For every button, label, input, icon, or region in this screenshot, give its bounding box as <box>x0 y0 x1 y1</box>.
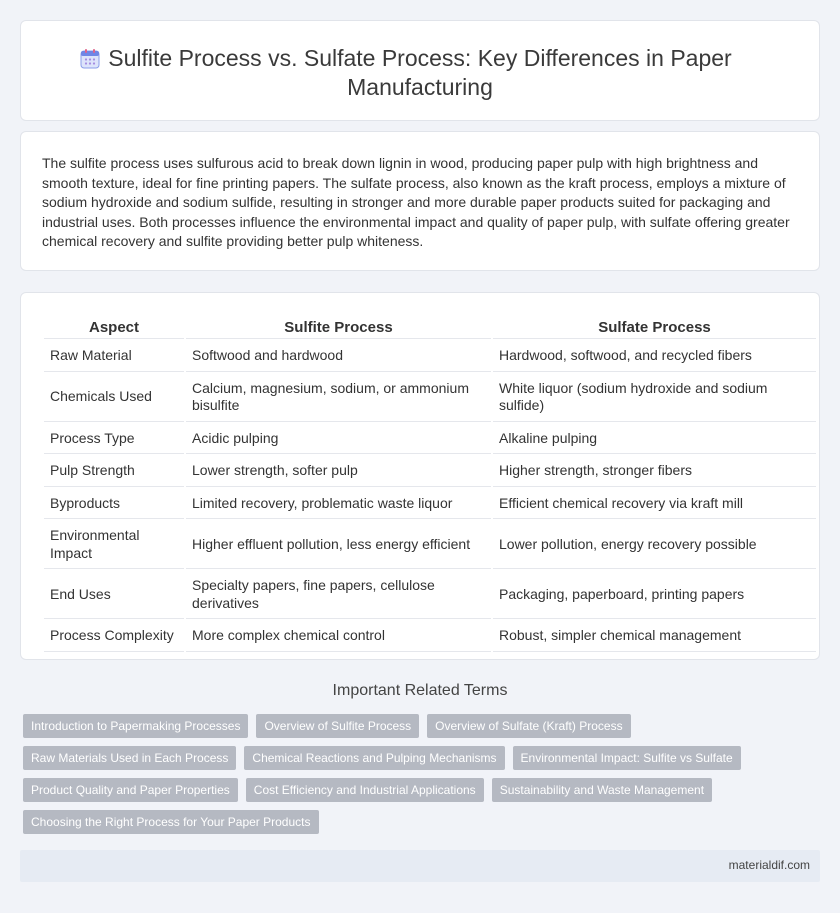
cell-aspect: Chemicals Used <box>44 374 184 422</box>
footer-site-link[interactable]: materialdif.com <box>728 858 810 872</box>
related-term-tag[interactable]: Choosing the Right Process for Your Paper Products <box>23 810 319 834</box>
cell-aspect: Byproducts <box>44 489 184 520</box>
cell-aspect: Process Type <box>44 424 184 455</box>
cell-sulfite: Specialty papers, fine papers, cellulose derivatives <box>186 571 491 619</box>
cell-sulfate: Efficient chemical recovery via kraft mill <box>493 489 816 520</box>
cell-sulfate: Higher strength, stronger fibers <box>493 456 816 487</box>
related-term-tag[interactable]: Introduction to Papermaking Processes <box>23 714 248 738</box>
table-row <box>44 424 816 455</box>
page-title: Sulfite Process vs. Sulfate Process: Key Differences in Paper Manufacturing <box>108 45 732 100</box>
table-header-row <box>44 315 816 339</box>
related-term-tag[interactable]: Environmental Impact: Sulfite vs Sulfate <box>513 746 741 770</box>
related-term-tag[interactable]: Overview of Sulfate (Kraft) Process <box>427 714 630 738</box>
cell-aspect: Environmental Impact <box>44 521 184 569</box>
intro-paragraph: The sulfite process uses sulfurous acid to break down lignin in wood, producing paper pulp with high brightness and smooth texture, ideal for fine printing papers. The sulfate process, also known as the kraft process, employs a mixture of sodium hydroxide and sodium sulfide, resulting in stronger and more durable paper products suited for packaging and industrial uses. Both processes influence the environmental impact and quality of paper pulp, with sulfate offering greater chemical recovery and sulfite providing better pulp whiteness. <box>42 155 790 249</box>
tag-row <box>23 714 823 738</box>
cell-sulfite: Higher effluent pollution, less energy efficient <box>186 521 491 569</box>
comparison-card <box>20 292 820 660</box>
table-row <box>44 374 816 422</box>
related-term-tag[interactable]: Cost Efficiency and Industrial Applications <box>246 778 484 802</box>
footer <box>20 850 820 882</box>
related-terms-list <box>23 714 823 842</box>
related-term-tag[interactable]: Chemical Reactions and Pulping Mechanisms <box>244 746 504 770</box>
cell-sulfate: Lower pollution, energy recovery possible <box>493 521 816 569</box>
related-term-tag[interactable]: Raw Materials Used in Each Process <box>23 746 236 770</box>
header-sulfite: Sulfite Process <box>186 315 491 339</box>
table-row <box>44 521 816 569</box>
cell-aspect: Raw Material <box>44 341 184 372</box>
header-aspect: Aspect <box>44 315 184 339</box>
calendar-icon <box>79 48 101 70</box>
table-row <box>44 621 816 652</box>
cell-aspect: End Uses <box>44 571 184 619</box>
header <box>21 44 819 102</box>
cell-sulfate: Robust, simpler chemical management <box>493 621 816 652</box>
tag-row <box>23 746 823 770</box>
table-row <box>44 456 816 487</box>
cell-sulfite: Softwood and hardwood <box>186 341 491 372</box>
cell-aspect: Pulp Strength <box>44 456 184 487</box>
header-sulfate: Sulfate Process <box>493 315 816 339</box>
related-term-tag[interactable]: Product Quality and Paper Properties <box>23 778 238 802</box>
header-card <box>20 20 820 121</box>
table-row <box>44 489 816 520</box>
cell-sulfate: White liquor (sodium hydroxide and sodium sulfide) <box>493 374 816 422</box>
cell-aspect: Process Complexity <box>44 621 184 652</box>
table-row <box>44 341 816 372</box>
tag-row <box>23 810 823 834</box>
cell-sulfite: Lower strength, softer pulp <box>186 456 491 487</box>
cell-sulfate: Packaging, paperboard, printing papers <box>493 571 816 619</box>
cell-sulfite: Acidic pulping <box>186 424 491 455</box>
related-terms-title: Important Related Terms <box>332 682 508 699</box>
comparison-table <box>42 313 818 654</box>
table-row <box>44 571 816 619</box>
cell-sulfate: Hardwood, softwood, and recycled fibers <box>493 341 816 372</box>
cell-sulfate: Alkaline pulping <box>493 424 816 455</box>
cell-sulfite: More complex chemical control <box>186 621 491 652</box>
tag-row <box>23 778 823 802</box>
cell-sulfite: Limited recovery, problematic waste liquor <box>186 489 491 520</box>
related-term-tag[interactable]: Sustainability and Waste Management <box>492 778 712 802</box>
intro-card <box>20 131 820 271</box>
cell-sulfite: Calcium, magnesium, sodium, or ammonium bisulfite <box>186 374 491 422</box>
related-term-tag[interactable]: Overview of Sulfite Process <box>256 714 419 738</box>
